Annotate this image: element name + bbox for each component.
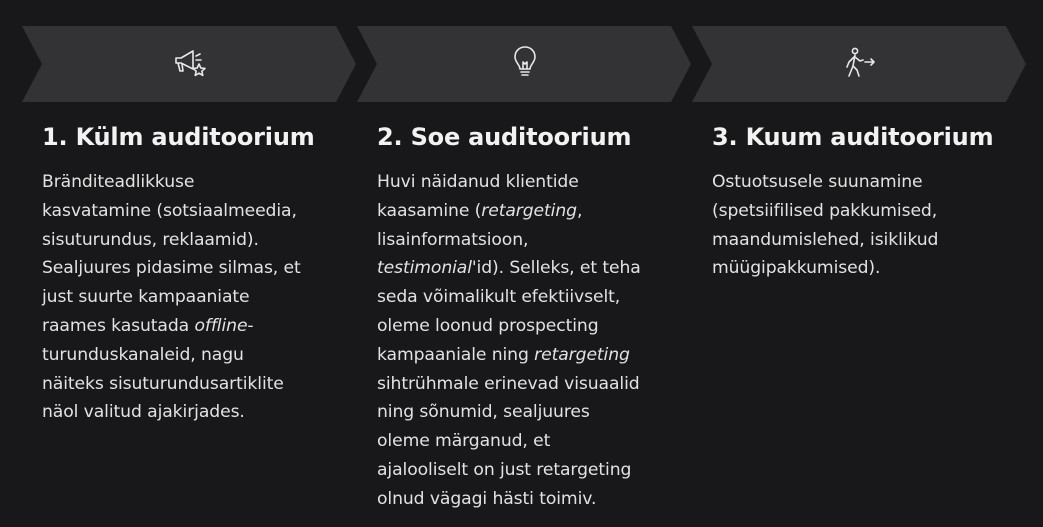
description-line (377, 197, 677, 226)
line-text: oleme loonud prospecting (377, 315, 599, 336)
description-line (377, 283, 677, 312)
description-line (42, 197, 342, 226)
step-1-title: 1. Külm auditoorium (42, 123, 315, 151)
description-line (42, 398, 342, 427)
description-line (712, 254, 1012, 283)
line-text: kasvatamine (sotsiaalmeedia, (42, 200, 297, 221)
description-line (712, 197, 1012, 226)
step-2-title: 2. Soe auditoorium (377, 123, 632, 151)
line-text: (spetsiifilised pakkumised, (712, 200, 938, 221)
step-1-description (42, 168, 342, 427)
line-text: , (576, 200, 583, 221)
step-3-description (712, 168, 1012, 283)
chevron-ribbon (0, 0, 1043, 110)
line-text: kampaaniale ning (377, 344, 535, 365)
step-2-description (377, 168, 677, 514)
description-line (377, 427, 677, 456)
description-line (712, 226, 1012, 255)
description-line (42, 370, 342, 399)
chevron-step-1 (22, 26, 356, 102)
line-text: näiteks sisuturundusartiklite (42, 373, 284, 394)
description-line (42, 312, 342, 341)
description-line (42, 341, 342, 370)
description-line (377, 370, 677, 399)
step-1 (42, 120, 342, 427)
line-text: ning sõnumid, sealjuures (377, 402, 590, 423)
description-line (377, 312, 677, 341)
line-text: Bränditeadlikkuse (42, 172, 195, 192)
line-text: - (247, 315, 254, 336)
line-text: Huvi näidanud klientide (377, 172, 579, 192)
line-text: raames kasutada (42, 315, 195, 336)
description-line (377, 168, 677, 197)
line-text: sihtrühmale erinevad visuaalid (377, 373, 640, 394)
description-line (42, 168, 342, 197)
line-text: just suurte kampaaniate (42, 287, 250, 308)
line-emphasis: testimonial (377, 258, 472, 279)
description-line (42, 226, 342, 255)
line-text: 'id). Selleks, et teha (471, 258, 641, 279)
line-text: oleme märganud, et (377, 431, 551, 452)
description-line (377, 341, 677, 370)
line-emphasis: retargeting (481, 200, 577, 221)
description-line (712, 168, 1012, 197)
chevron-step-3 (692, 26, 1026, 102)
step-2 (377, 120, 677, 514)
description-line (377, 485, 677, 514)
line-emphasis: offline (194, 315, 248, 336)
step-3 (712, 120, 1012, 283)
line-text: ajalooliselt on just retargeting (377, 459, 632, 480)
line-text: maandumislehed, isiklikud (712, 229, 939, 250)
line-text: Sealjuures pidasime silmas, et (42, 258, 301, 279)
description-line (42, 283, 342, 312)
description-line (377, 398, 677, 427)
line-emphasis: retargeting (534, 344, 630, 365)
line-text: turunduskanaleid, nagu (42, 344, 244, 365)
line-text: lisainformatsioon, (377, 229, 529, 250)
line-text: seda võimalikult efektiivselt, (377, 287, 621, 308)
line-text: näol valitud ajakirjades. (42, 402, 245, 423)
line-text: sisuturundus, reklaamid). (42, 229, 259, 250)
line-text: müügipakkumised). (712, 258, 881, 279)
step-3-title: 3. Kuum auditoorium (712, 123, 994, 151)
line-text: olnud vägagi hästi toimiv. (377, 488, 597, 509)
description-line (42, 254, 342, 283)
description-line (377, 226, 677, 255)
description-line (377, 254, 677, 283)
line-text: kaasamine ( (377, 200, 482, 221)
description-line (377, 456, 677, 485)
line-text: Ostuotsusele suunamine (712, 172, 923, 192)
